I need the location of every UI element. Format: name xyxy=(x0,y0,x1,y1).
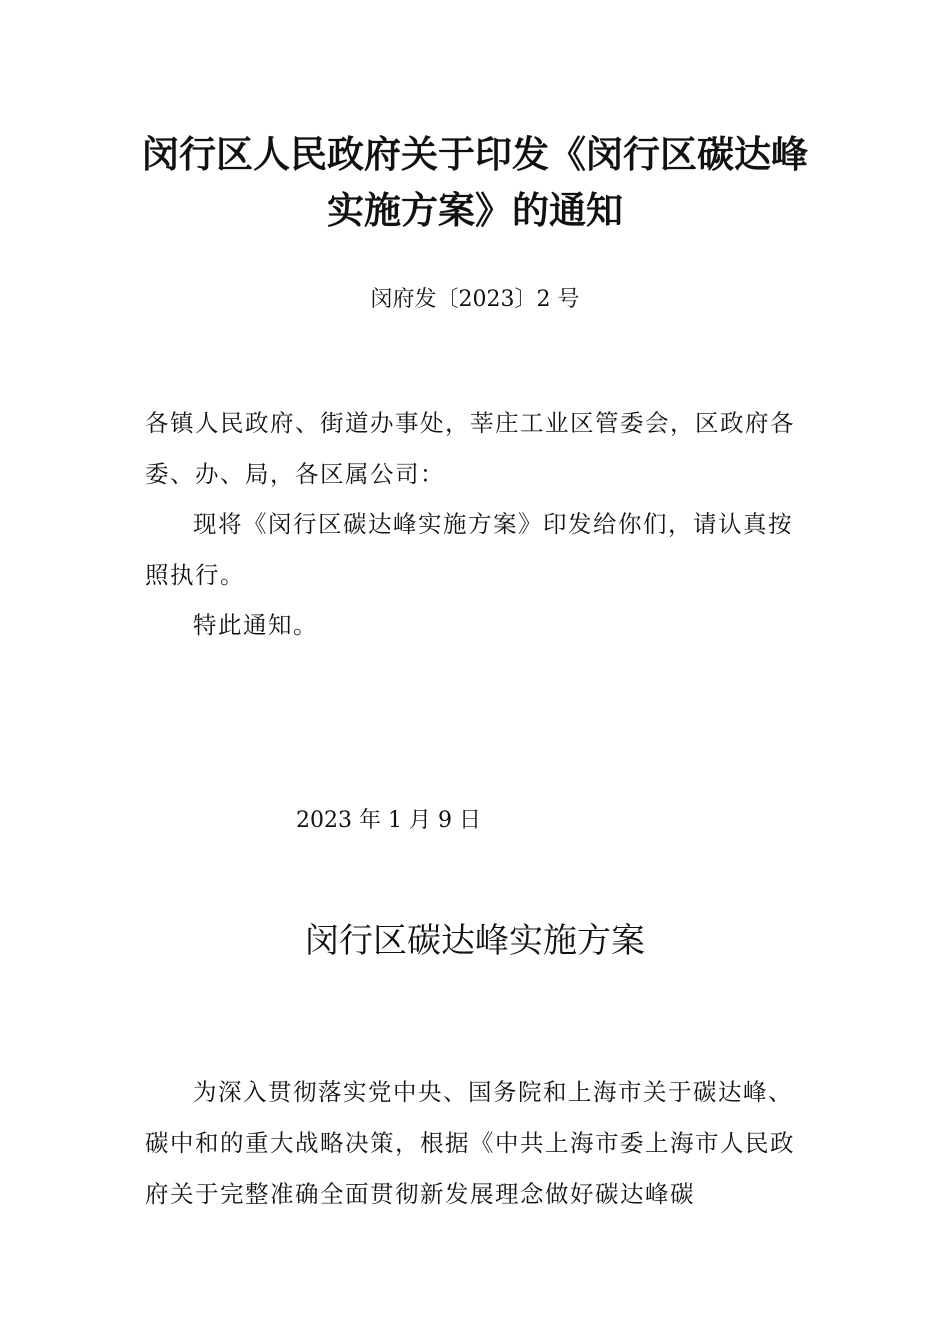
notice-paragraph-2: 特此通知。 xyxy=(193,611,318,639)
notice-paragraph-1: 现将《闵行区碳达峰实施方案》印发给你们，请认真按照执行。 xyxy=(145,510,793,589)
notice-title-line-2: 实施方案》的通知 xyxy=(327,189,623,232)
document-number: 闵府发〔2023〕2 号 xyxy=(370,287,580,312)
plan-title: 闵行区碳达峰实施方案 xyxy=(305,921,645,961)
issue-date: 2023 年 1 月 9 日 xyxy=(296,808,481,833)
addressee: 各镇人民政府、街道办事处，莘庄工业区管委会，区政府各委、办、局，各区属公司： xyxy=(145,409,795,488)
plan-intro-paragraph: 为深入贯彻落实党中央、国务院和上海市关于碳达峰、碳中和的重大战略决策，根据《中共上海市委上海市人民政府关于完整准确全面贯彻新发展理念做好碳达峰碳 xyxy=(145,1078,795,1208)
notice-title xyxy=(120,127,830,239)
notice-title-line-1: 闵行区人民政府关于印发《闵行区碳达峰 xyxy=(142,133,808,176)
